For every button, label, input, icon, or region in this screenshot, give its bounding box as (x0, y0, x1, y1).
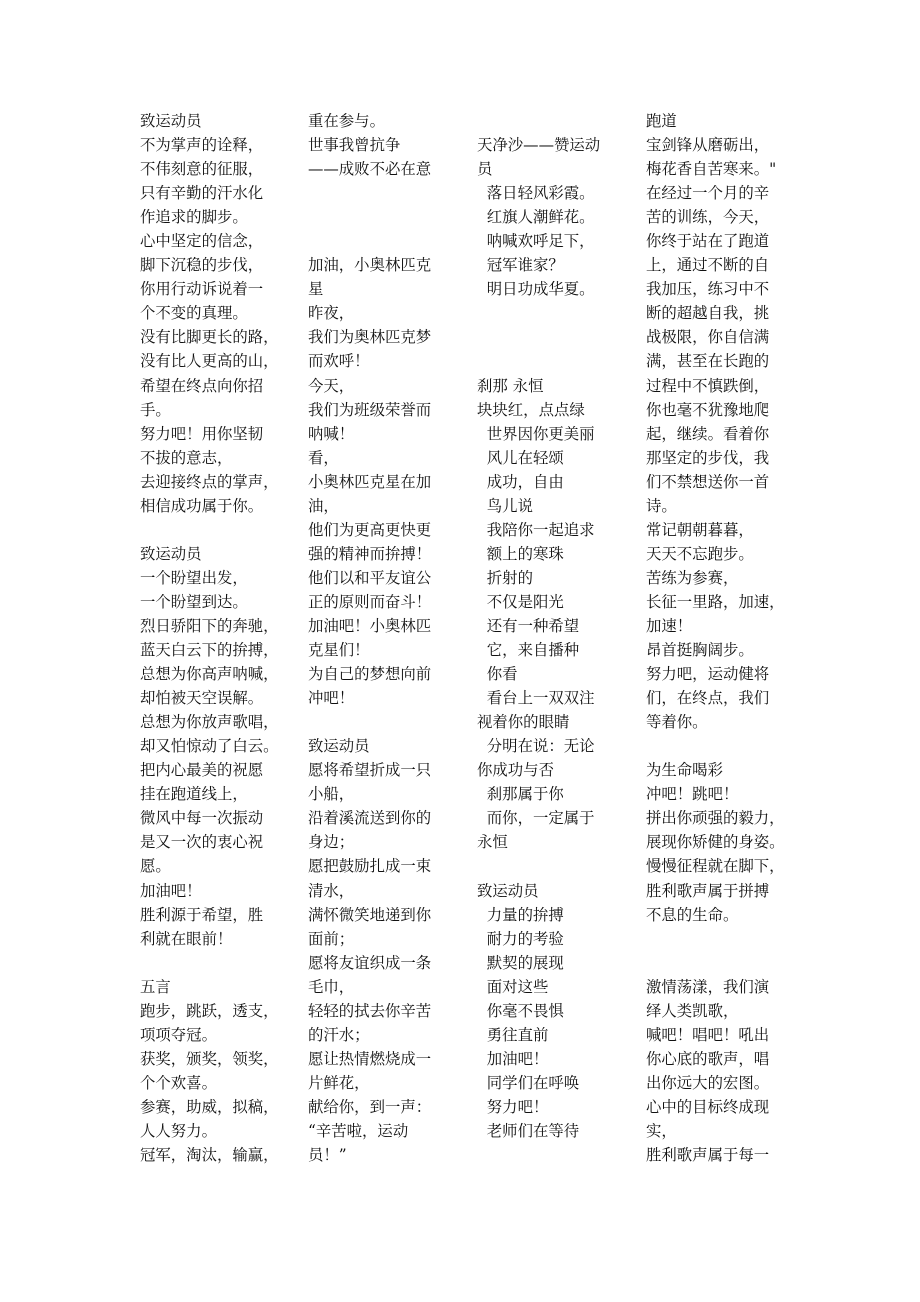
text-line: 不仅是阳光 (477, 592, 564, 611)
text-line: 身边； (308, 833, 355, 852)
text-line: 绎人类凯歌， (646, 1001, 739, 1020)
text-line (308, 205, 450, 229)
text-line: 块块红，点点绿 (477, 400, 585, 419)
text-line: 加油吧！小奥林匹 (308, 616, 432, 635)
text-line: 诗。 (646, 496, 677, 515)
text-line (308, 229, 450, 253)
text-line: 红旗人潮鲜花。 (477, 208, 595, 227)
text-line (477, 349, 617, 373)
text-line: 烈日骄阳下的奔驰， (140, 616, 279, 635)
text-line: 落日轻风彩霞。 (477, 184, 595, 203)
text-line (140, 518, 285, 542)
text-line: 折射的 (477, 568, 533, 587)
text-line: 跑道 (646, 112, 677, 130)
text-line: 加速！ (646, 616, 693, 635)
text-line: 献给你，到一声： (308, 1097, 432, 1116)
text-line: 致运动员 (140, 544, 202, 563)
text-line: 轻轻的拭去你辛苦 (308, 1001, 432, 1020)
text-line: 只有辛勤的汗水化 (140, 184, 264, 203)
text-line: 昨夜， (308, 304, 355, 323)
text-line: 努力吧！用你坚韧 (140, 424, 264, 443)
text-line: 他们以和平友谊公 (308, 568, 432, 587)
text-line: 实， (646, 1121, 677, 1140)
text-line: 满怀微笑地递到你 (308, 905, 432, 924)
text-line: 等着你。 (646, 713, 708, 732)
text-line: 冲吧！ (308, 689, 355, 708)
text-line: 上，通过不断的自 (646, 256, 770, 275)
text-line: 我陪你一起追求 (477, 520, 595, 539)
text-line: 胜利歌声属于每一 (646, 1146, 770, 1165)
text-line: 呐喊欢呼足下， (477, 232, 595, 251)
text-line: 强的精神而拚搏！ (308, 544, 432, 563)
text-line: 愿。 (140, 857, 171, 876)
text-line: 勇往直前 (477, 1025, 549, 1044)
text-line: 小奥林匹克星在加 (308, 472, 432, 491)
text-line: 宝剑锋从磨砺出， (646, 136, 770, 155)
text-line: 个个欢喜。 (140, 1073, 217, 1092)
text-line: 加油，小奥林匹克 (308, 256, 432, 275)
text-line: 愿将希望折成一只 (308, 761, 432, 780)
text-line: 冠军谁家？ (477, 256, 564, 275)
text-line: 心中坚定的信念， (140, 232, 264, 251)
text-line: 出你远大的宏图。 (646, 1073, 770, 1092)
text-line: 面对这些 (477, 977, 549, 996)
text-line: 今天， (308, 376, 355, 395)
text-column-1 (140, 109, 285, 1167)
text-line: 不伟刻意的征服， (140, 160, 264, 179)
text-column-4 (646, 109, 791, 1167)
text-line: 还有一种希望 (477, 616, 580, 635)
text-line: 满，甚至在长跑的 (646, 352, 770, 371)
text-line (308, 181, 450, 205)
text-line: 正的原则而奋斗！ (308, 592, 432, 611)
text-line: 老师们在等待 (477, 1121, 580, 1140)
text-line: 利就在眼前！ (140, 929, 233, 948)
text-line: 微风中每一次振动 (140, 809, 264, 828)
text-line: 你用行动诉说着一 (140, 280, 264, 299)
text-line: 长征一里路，加速， (646, 592, 785, 611)
text-column-2 (308, 109, 450, 1167)
text-line: 加油吧！ (140, 881, 202, 900)
text-line: 展现你矫健的身姿。 (646, 833, 785, 852)
text-line: 激情荡漾，我们演 (646, 977, 770, 996)
text-line: 蓝天白云下的拚搏， (140, 641, 279, 660)
text-line: 刹那 永恒 (477, 376, 544, 395)
text-line: 希望在终点向你招 (140, 376, 264, 395)
text-line: 把内心最美的祝愿 (140, 761, 264, 780)
text-line: 而欢呼！ (308, 352, 370, 371)
text-line: 员！” (308, 1146, 347, 1165)
text-line: 断的超越自我，挑 (646, 304, 770, 323)
text-line: 昂首挺胸阔步。 (646, 641, 754, 660)
text-line: 毛巾， (308, 977, 355, 996)
text-line: 呐喊！ (308, 424, 355, 443)
text-line: 世事我曾抗争 (308, 136, 401, 155)
text-line: 的汗水； (308, 1025, 370, 1044)
text-line: 起，继续。看着你 (646, 424, 770, 443)
text-line: 天净沙——赞运动 (477, 136, 601, 155)
text-line (646, 734, 791, 758)
text-line: 片鲜花， (308, 1073, 370, 1092)
text-line: 分明在说：无论 (477, 737, 595, 756)
text-line: 你毫不畏惧 (477, 1001, 564, 1020)
text-line: 看， (308, 448, 339, 467)
text-line: 心中的目标终成现 (646, 1097, 770, 1116)
text-line: 相信成功属于你。 (140, 496, 264, 515)
text-line: 它，来自播种 (477, 641, 580, 660)
text-line: 刹那属于你 (477, 785, 564, 804)
text-line: 愿让热情燃烧成一 (308, 1049, 432, 1068)
text-line: 苦的训练，今天， (646, 208, 770, 227)
text-line: 却又怕惊动了白云。 (140, 737, 279, 756)
text-line: 他们为更高更快更 (308, 520, 432, 539)
text-line: 你终于站在了跑道 (646, 232, 770, 251)
text-column-3 (477, 109, 617, 1143)
text-line: 成功，自由 (477, 472, 564, 491)
text-line: 视着你的眼睛 (477, 713, 570, 732)
text-line: 你心底的歌声，唱 (646, 1049, 770, 1068)
text-line: 作追求的脚步。 (140, 208, 248, 227)
text-line: 风儿在轻颂 (477, 448, 564, 467)
text-line: 总想为你高声呐喊， (140, 665, 279, 684)
text-line (646, 951, 791, 975)
text-line: 致运动员 (140, 112, 202, 130)
text-line: 沿着溪流送到你的 (308, 809, 432, 828)
text-line: 们，在终点，我们 (646, 689, 770, 708)
text-line: 员 (477, 160, 493, 179)
text-line: 你看 (477, 665, 518, 684)
text-line: 清水， (308, 881, 355, 900)
text-line (477, 854, 617, 878)
text-line: 苦练为参赛， (646, 568, 739, 587)
text-line: 胜利歌声属于拼搏 (646, 881, 770, 900)
text-line: 为生命喝彩 (646, 761, 723, 780)
text-line: 拼出你顽强的毅力， (646, 809, 785, 828)
text-line: 我们为奥林匹克梦 (308, 328, 432, 347)
text-line: 默契的展现 (477, 953, 564, 972)
text-line: 努力吧，运动健将 (646, 665, 770, 684)
text-line: 喊吧！唱吧！吼出 (646, 1025, 770, 1044)
text-line: 鸟儿说 (477, 496, 533, 515)
text-line: 是又一次的衷心祝 (140, 833, 264, 852)
text-line: 明日功成华夏。 (477, 280, 595, 299)
text-line: 致运动员 (477, 881, 539, 900)
text-line: 战极限，你自信满 (646, 328, 770, 347)
text-line: 获奖，颁奖，领奖， (140, 1049, 279, 1068)
text-line: 你成功与否 (477, 761, 554, 780)
text-line (140, 951, 285, 975)
text-line: 脚下沉稳的步伐， (140, 256, 264, 275)
text-line: 力量的拚搏 (477, 905, 564, 924)
text-line: 慢慢征程就在脚下， (646, 857, 785, 876)
text-line (477, 301, 617, 325)
text-line: “辛苦啦，运动 (308, 1121, 409, 1140)
text-line: 跑步，跳跃，透支， (140, 1001, 279, 1020)
text-line: 不息的生命。 (646, 905, 739, 924)
text-line: 过程中不慎跌倒， (646, 376, 770, 395)
text-line: 冠军，淘汰，输赢， (140, 1146, 279, 1165)
text-line: 愿把鼓励扎成一束 (308, 857, 432, 876)
text-line (646, 927, 791, 951)
text-line: 加油吧！ (477, 1049, 549, 1068)
text-line: 不为掌声的诠释， (140, 136, 264, 155)
text-line: 致运动员 (308, 737, 370, 756)
text-line: 去迎接终点的掌声， (140, 472, 279, 491)
text-line: 重在参与。 (308, 112, 385, 130)
text-line: 面前； (308, 929, 355, 948)
text-line: 克星们！ (308, 641, 370, 660)
text-line: 天天不忘跑步。 (646, 544, 754, 563)
text-line (477, 109, 617, 133)
text-line: 小船， (308, 785, 355, 804)
text-line: 挂在跑道线上， (140, 785, 248, 804)
text-line: 为自己的梦想向前 (308, 665, 432, 684)
text-line: 一个盼望到达。 (140, 592, 248, 611)
text-line: 我们为班级荣誉而 (308, 400, 432, 419)
text-line: 那坚定的步伐，我 (646, 448, 770, 467)
text-line: 看台上一双双注 (477, 689, 595, 708)
text-line: 总想为你放声歌唱， (140, 713, 279, 732)
text-line: 手。 (140, 400, 171, 419)
text-line: 没有比脚更长的路， (140, 328, 279, 347)
text-line: 不拔的意志， (140, 448, 233, 467)
text-line: 人人努力。 (140, 1121, 217, 1140)
text-line: 油， (308, 496, 339, 515)
text-line: 而你，一定属于 (477, 809, 595, 828)
text-line: 个不变的真理。 (140, 304, 248, 323)
text-line: 一个盼望出发， (140, 568, 248, 587)
text-line: 你也毫不犹豫地爬 (646, 400, 770, 419)
text-line: 梅花香自苦寒来。" (646, 160, 777, 179)
text-line: 冲吧！跳吧！ (646, 785, 739, 804)
text-line: 项项夺冠。 (140, 1025, 217, 1044)
text-line: 耐力的考验 (477, 929, 564, 948)
text-line: 努力吧！ (477, 1097, 549, 1116)
text-line: 我加压，练习中不 (646, 280, 770, 299)
text-line (308, 710, 450, 734)
text-line: 星 (308, 280, 324, 299)
text-line: 额上的寒珠 (477, 544, 564, 563)
text-line: 在经过一个月的辛 (646, 184, 770, 203)
text-line: 五言 (140, 977, 171, 996)
text-line (477, 325, 617, 349)
text-line: 愿将友谊织成一条 (308, 953, 432, 972)
text-line: 同学们在呼唤 (477, 1073, 580, 1092)
text-line: 永恒 (477, 833, 508, 852)
text-line: 胜利源于希望，胜 (140, 905, 264, 924)
text-line: 却怕被天空误解。 (140, 689, 264, 708)
text-line: ——成败不必在意 (308, 160, 432, 179)
text-line: 参赛，助威，拟稿， (140, 1097, 279, 1116)
text-line: 没有比人更高的山， (140, 352, 279, 371)
text-line: 们不禁想送你一首 (646, 472, 770, 491)
text-line: 常记朝朝暮暮， (646, 520, 754, 539)
text-line: 世界因你更美丽 (477, 424, 595, 443)
